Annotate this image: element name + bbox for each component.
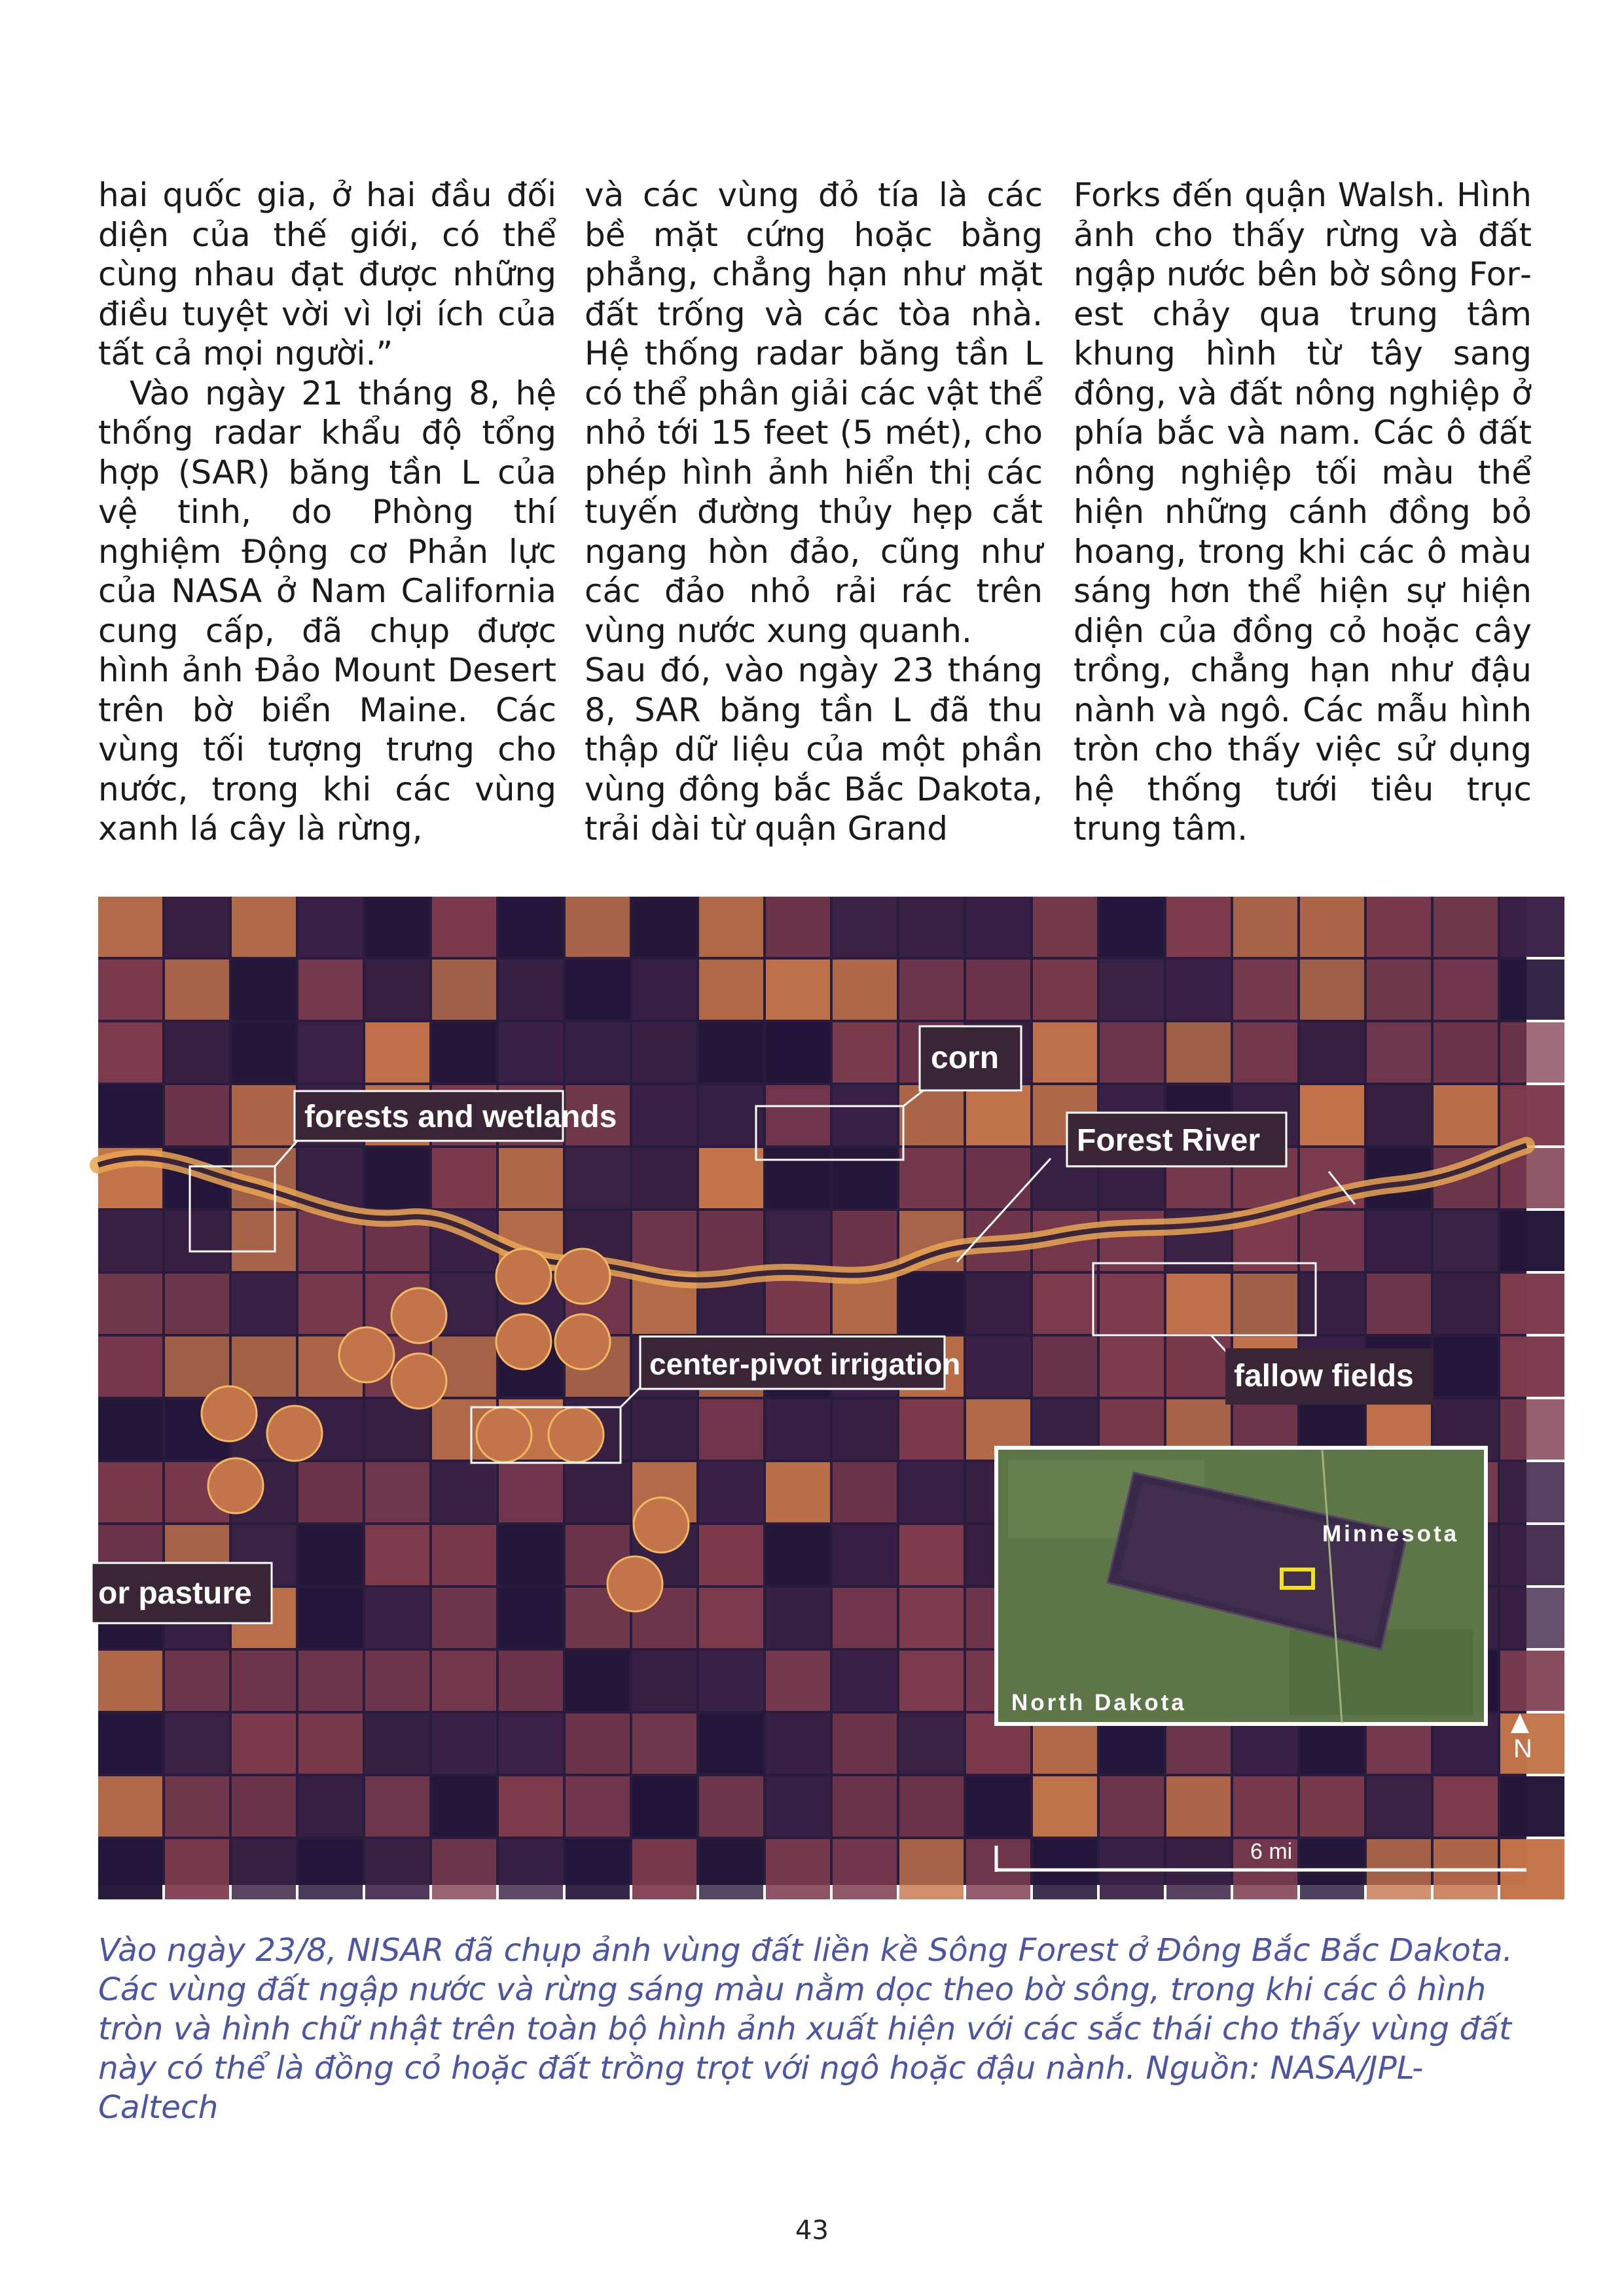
- field-parcel: [165, 1022, 229, 1083]
- field-parcel: [499, 1525, 563, 1585]
- field-parcel: [1500, 1713, 1564, 1774]
- field-parcel: [165, 1713, 229, 1774]
- field-parcel: [766, 1022, 830, 1083]
- field-parcel: [566, 1022, 630, 1083]
- label-center-pivot-irrigation: [640, 1336, 960, 1389]
- pivot-circle: [549, 1407, 604, 1462]
- field-parcel: [833, 1022, 897, 1083]
- field-parcel: [298, 1776, 363, 1837]
- field-parcel: [298, 1588, 363, 1648]
- field-parcel: [365, 1839, 429, 1899]
- field-parcel: [566, 1148, 630, 1208]
- field-parcel: [899, 1462, 964, 1522]
- field-parcel: [699, 1148, 763, 1208]
- field-parcel: [499, 960, 563, 1020]
- field-parcel: [899, 1148, 964, 1208]
- field-parcel: [833, 1525, 897, 1585]
- svg-text:N: N: [1513, 1734, 1532, 1763]
- field-parcel: [833, 897, 897, 957]
- field-parcel: [1233, 960, 1297, 1020]
- locator-inset-map: [996, 1448, 1486, 1724]
- field-parcel: [298, 1839, 363, 1899]
- field-parcel: [232, 1651, 296, 1711]
- field-parcel: [833, 1651, 897, 1711]
- field-parcel: [432, 1713, 496, 1774]
- field-parcel: [699, 1713, 763, 1774]
- field-parcel: [98, 1022, 162, 1083]
- field-parcel: [1367, 897, 1431, 957]
- field-parcel: [833, 1085, 897, 1145]
- field-parcel: [98, 1713, 162, 1774]
- field-parcel: [699, 1211, 763, 1271]
- figure-caption: Vào ngày 23/8, NISAR đã chụp ảnh vùng đất liền kề Sông Forest ở Đông Bắc Bắc Dakota. Các vùng đất ngập nước và rừng sáng màu nằm dọc theo bờ sông, trong khi các ô hình tròn và hình chữ nhật trên toàn bộ hình ảnh xuất hiện với các sắc thái cho thấy vùng đất này có thể là đồng cỏ hoặc đất trồng trọt với ngô hoặc đậu nành. Nguồn: NASA/JPL-Caltech: [98, 1932, 1513, 2126]
- scale-label: 6 mi: [1250, 1839, 1293, 1864]
- field-parcel: [232, 1336, 296, 1397]
- field-parcel: [1367, 1022, 1431, 1083]
- pivot-circle: [555, 1314, 610, 1369]
- field-parcel: [499, 1148, 563, 1208]
- field-parcel: [1500, 1211, 1564, 1271]
- field-parcel: [766, 1462, 830, 1522]
- field-parcel: [766, 1839, 830, 1899]
- field-parcel: [1367, 1085, 1431, 1145]
- field-parcel: [632, 1022, 696, 1083]
- field-parcel: [1100, 960, 1164, 1020]
- field-parcel: [499, 1588, 563, 1648]
- field-parcel: [766, 1713, 830, 1774]
- field-parcel: [1100, 1336, 1164, 1397]
- field-parcel: [165, 960, 229, 1020]
- pivot-circle: [391, 1354, 446, 1408]
- field-parcel: [365, 1713, 429, 1774]
- field-parcel: [232, 897, 296, 957]
- pivot-circle: [477, 1407, 532, 1462]
- field-parcel: [766, 1274, 830, 1334]
- field-parcel: [365, 1651, 429, 1711]
- field-parcel: [1166, 1022, 1231, 1083]
- field-parcel: [1100, 897, 1164, 957]
- field-parcel: [365, 1148, 429, 1208]
- field-parcel: [1500, 1776, 1564, 1837]
- field-parcel: [1100, 1776, 1164, 1837]
- field-parcel: [1233, 1274, 1297, 1334]
- field-parcel: [766, 897, 830, 957]
- field-parcel: [432, 1651, 496, 1711]
- field-parcel: [165, 1211, 229, 1271]
- field-parcel: [766, 1211, 830, 1271]
- pivot-circle: [634, 1498, 689, 1552]
- pivot-circle: [555, 1249, 610, 1304]
- field-parcel: [499, 897, 563, 957]
- field-parcel: [499, 1462, 563, 1522]
- field-parcel: [499, 1713, 563, 1774]
- field-parcel: [98, 1399, 162, 1460]
- field-parcel: [165, 1274, 229, 1334]
- pivot-circle: [339, 1327, 394, 1382]
- field-parcel: [899, 1274, 964, 1334]
- field-parcel: [1300, 960, 1364, 1020]
- field-parcel: [699, 1651, 763, 1711]
- field-parcel: [566, 1776, 630, 1837]
- field-parcel: [298, 897, 363, 957]
- field-parcel: [432, 897, 496, 957]
- field-parcel: [966, 1274, 1030, 1334]
- field-parcel: [298, 1274, 363, 1334]
- field-parcel: [1166, 1776, 1231, 1837]
- field-parcel: [499, 1776, 563, 1837]
- field-parcel: [232, 1776, 296, 1837]
- field-parcel: [1500, 1399, 1564, 1460]
- field-parcel: [966, 960, 1030, 1020]
- field-parcel: [432, 1525, 496, 1585]
- inset-label-north-dakota: North Dakota: [1011, 1690, 1187, 1715]
- label-forest-river: [1067, 1113, 1286, 1166]
- paragraph: Forks đến quận Walsh. Hình ảnh cho thấy rừng và đất ngập nước bên bờ sông Forest chảy qua trung tâm khung hình từ tây sang đông, và đất nông nghiệp ở phía bắc và nam. Các ô đất nông nghiệp tối màu thể hiện những cánh đồng bỏ hoang, trong khi các ô màu sáng hơn thể hiện sự hiện diện của đồng cỏ hoặc cây trồng, chẳng hạn như đậu nành và ngô. Các mẫu hình tròn cho thấy việc sử dụng hệ thống tưới tiêu trục trung tâm.: [1074, 176, 1532, 848]
- field-parcel: [566, 960, 630, 1020]
- field-parcel: [98, 1085, 162, 1145]
- field-parcel: [98, 1336, 162, 1397]
- field-parcel: [699, 1525, 763, 1585]
- field-parcel: [899, 1588, 964, 1648]
- field-parcel: [1500, 1085, 1564, 1145]
- field-parcel: [365, 1525, 429, 1585]
- field-parcel: [1033, 1022, 1097, 1083]
- field-parcel: [833, 1211, 897, 1271]
- field-parcel: [98, 1462, 162, 1522]
- field-parcel: [98, 960, 162, 1020]
- field-parcel: [833, 1148, 897, 1208]
- field-parcel: [1300, 1022, 1364, 1083]
- field-parcel: [1367, 1776, 1431, 1837]
- field-parcel: [1500, 897, 1564, 957]
- field-parcel: [833, 1588, 897, 1648]
- article-column-1: [98, 175, 556, 849]
- field-parcel: [766, 1588, 830, 1648]
- field-parcel: [499, 1651, 563, 1711]
- field-parcel: [833, 1399, 897, 1460]
- paragraph: hai quốc gia, ở hai đầu đối diện của thế giới, có thể cùng nhau đạt được những điều tuyệt vời vì lợi ích của tất cả mọi người.”: [98, 176, 556, 372]
- field-parcel: [232, 960, 296, 1020]
- field-parcel: [899, 1525, 964, 1585]
- sar-satellite-image: [98, 897, 1532, 1885]
- field-parcel: [365, 1022, 429, 1083]
- field-parcel: [98, 1776, 162, 1837]
- inset-label-minnesota: Minnesota: [1322, 1521, 1460, 1547]
- field-parcel: [1233, 1022, 1297, 1083]
- field-parcel: [432, 1776, 496, 1837]
- field-parcel: [699, 1462, 763, 1522]
- svg-text:Forest River: Forest River: [1077, 1123, 1261, 1158]
- field-parcel: [232, 1274, 296, 1334]
- field-parcel: [1434, 960, 1498, 1020]
- field-parcel: [899, 960, 964, 1020]
- field-parcel: [1434, 1085, 1498, 1145]
- field-parcel: [632, 1211, 696, 1271]
- field-parcel: [232, 1839, 296, 1899]
- field-parcel: [1166, 1274, 1231, 1334]
- field-parcel: [632, 1399, 696, 1460]
- field-parcel: [899, 1776, 964, 1837]
- field-parcel: [1233, 897, 1297, 957]
- field-parcel: [1434, 1211, 1498, 1271]
- field-parcel: [1100, 1274, 1164, 1334]
- field-parcel: [1500, 1336, 1564, 1397]
- field-parcel: [833, 960, 897, 1020]
- field-parcel: [632, 1839, 696, 1899]
- svg-text:corn: corn: [931, 1041, 1000, 1075]
- field-parcel: [1033, 1336, 1097, 1397]
- field-parcel: [1434, 1776, 1498, 1837]
- field-parcel: [966, 897, 1030, 957]
- field-parcel: [232, 1085, 296, 1145]
- field-parcel: [1300, 1274, 1364, 1334]
- field-parcel: [899, 1085, 964, 1145]
- field-parcel: [966, 1085, 1030, 1145]
- field-parcel: [1367, 1211, 1431, 1271]
- field-parcel: [966, 1148, 1030, 1208]
- field-parcel: [432, 1148, 496, 1208]
- field-parcel: [298, 1525, 363, 1585]
- field-parcel: [766, 1651, 830, 1711]
- field-parcel: [365, 897, 429, 957]
- field-parcel: [766, 1148, 830, 1208]
- field-parcel: [1300, 1211, 1364, 1271]
- field-parcel: [1166, 897, 1231, 957]
- field-parcel: [699, 1839, 763, 1899]
- field-parcel: [766, 960, 830, 1020]
- field-parcel: [165, 1839, 229, 1899]
- field-parcel: [566, 1713, 630, 1774]
- field-parcel: [833, 1839, 897, 1899]
- field-parcel: [632, 1713, 696, 1774]
- field-parcel: [632, 1148, 696, 1208]
- pivot-circle: [496, 1249, 551, 1304]
- field-parcel: [833, 1713, 897, 1774]
- field-parcel: [1500, 1462, 1564, 1522]
- field-parcel: [298, 1713, 363, 1774]
- field-parcel: [966, 1776, 1030, 1837]
- field-parcel: [1033, 1776, 1097, 1837]
- label-corn: [920, 1026, 1021, 1090]
- field-parcel: [566, 1651, 630, 1711]
- field-parcel: [298, 960, 363, 1020]
- field-parcel: [1500, 1588, 1564, 1648]
- field-parcel: [165, 1776, 229, 1837]
- field-parcel: [566, 1462, 630, 1522]
- article-column-3: [1074, 175, 1532, 849]
- field-parcel: [365, 960, 429, 1020]
- field-parcel: [699, 1085, 763, 1145]
- field-parcel: [98, 1651, 162, 1711]
- pivot-circle: [267, 1406, 322, 1461]
- field-parcel: [1033, 960, 1097, 1020]
- field-parcel: [833, 1776, 897, 1837]
- field-parcel: [899, 1399, 964, 1460]
- field-parcel: [499, 1022, 563, 1083]
- field-parcel: [432, 1588, 496, 1648]
- field-parcel: [632, 1776, 696, 1837]
- field-parcel: [1434, 1336, 1498, 1397]
- article-column-2: [585, 175, 1043, 849]
- field-parcel: [432, 1462, 496, 1522]
- field-parcel: [1434, 1274, 1498, 1334]
- field-parcel: [1500, 1651, 1564, 1711]
- field-parcel: [899, 1839, 964, 1899]
- field-parcel: [899, 1713, 964, 1774]
- field-parcel: [766, 1776, 830, 1837]
- pivot-circle: [202, 1386, 257, 1441]
- field-parcel: [365, 1588, 429, 1648]
- field-parcel: [1300, 897, 1364, 957]
- field-parcel: [98, 1274, 162, 1334]
- field-parcel: [1500, 1022, 1564, 1083]
- field-parcel: [365, 1776, 429, 1837]
- field-parcel: [298, 1651, 363, 1711]
- field-parcel: [499, 1839, 563, 1899]
- svg-text:or pasture: or pasture: [98, 1576, 252, 1611]
- pivot-circle: [208, 1458, 263, 1513]
- field-parcel: [365, 1462, 429, 1522]
- field-parcel: [1434, 1022, 1498, 1083]
- field-parcel: [766, 1525, 830, 1585]
- pivot-circle: [496, 1314, 551, 1369]
- field-parcel: [165, 1085, 229, 1145]
- field-parcel: [699, 960, 763, 1020]
- field-parcel: [766, 1085, 830, 1145]
- field-parcel: [699, 897, 763, 957]
- field-parcel: [232, 1211, 296, 1271]
- field-parcel: [432, 960, 496, 1020]
- field-parcel: [566, 897, 630, 957]
- pivot-circle: [607, 1556, 662, 1611]
- field-parcel: [98, 1211, 162, 1271]
- field-parcel: [833, 1462, 897, 1522]
- paragraph: Sau đó, vào ngày 23 tháng 8, SAR băng tần L đã thu thập dữ liệu của một phần vùng đông bắc Bắc Dakota, trải dài từ quận Grand: [585, 651, 1043, 848]
- field-parcel: [632, 897, 696, 957]
- field-parcel: [1100, 1022, 1164, 1083]
- field-parcel: [1300, 1085, 1364, 1145]
- field-parcel: [1434, 897, 1498, 957]
- field-parcel: [298, 1022, 363, 1083]
- field-parcel: [632, 960, 696, 1020]
- field-parcel: [1033, 1274, 1097, 1334]
- field-parcel: [1033, 897, 1097, 957]
- label-pasture: [92, 1563, 272, 1623]
- field-parcel: [1500, 1525, 1564, 1585]
- pivot-circle: [391, 1288, 446, 1343]
- field-parcel: [699, 1022, 763, 1083]
- field-parcel: [1500, 960, 1564, 1020]
- field-parcel: [632, 1085, 696, 1145]
- field-parcel: [432, 1839, 496, 1899]
- field-parcel: [899, 897, 964, 957]
- svg-text:forests and wetlands: forests and wetlands: [304, 1100, 617, 1134]
- field-parcel: [1233, 1776, 1297, 1837]
- paragraph: và các vùng đỏ tía là các bề mặt cứng hoặc bằng phẳng, chẳng hạn như mặt đất trống và các tòa nhà. Hệ thống radar băng tần L có thể phân giải các vật thể nhỏ tới 15 feet (5 mét), cho phép hình ảnh hiển thị các tuyến đường thủy hẹp cắt ngang hòn đảo, cũng như các đảo nhỏ rải rác trên vùng nước xung quanh.: [585, 176, 1043, 650]
- field-parcel: [966, 1336, 1030, 1397]
- field-parcel: [1367, 1274, 1431, 1334]
- page-number: 43: [795, 2215, 829, 2246]
- field-parcel: [1500, 1274, 1564, 1334]
- field-parcel: [232, 1713, 296, 1774]
- field-parcel: [98, 1839, 162, 1899]
- label-fallow-fields: [1225, 1348, 1434, 1405]
- field-parcel: [899, 1651, 964, 1711]
- field-parcel: [632, 1651, 696, 1711]
- field-parcel: [298, 1462, 363, 1522]
- field-parcel: [699, 1776, 763, 1837]
- field-parcel: [98, 897, 162, 957]
- field-parcel: [566, 1839, 630, 1899]
- field-parcel: [432, 1022, 496, 1083]
- svg-text:center-pivot irrigation: center-pivot irrigation: [649, 1347, 961, 1381]
- field-parcel: [1166, 960, 1231, 1020]
- field-parcel: [1300, 1776, 1364, 1837]
- svg-text:fallow fields: fallow fields: [1234, 1359, 1414, 1393]
- field-parcel: [699, 1399, 763, 1460]
- field-parcel: [232, 1022, 296, 1083]
- paragraph: Vào ngày 21 tháng 8, hệ thống radar khẩu độ tổng hợp (SAR) băng tần L của vệ tinh, do Phòng thí nghiệm Động cơ Phản lực của NASA ở Nam California cung cấp, đã chụp được hình ảnh Đảo Mount Desert trên bờ biển Maine. Các vùng tối tượng trưng cho nước, trong khi các vùng xanh lá cây là rừng,: [98, 374, 556, 848]
- field-parcel: [1367, 960, 1431, 1020]
- field-parcel: [165, 897, 229, 957]
- field-parcel: [165, 1651, 229, 1711]
- field-parcel: [766, 1399, 830, 1460]
- field-parcel: [699, 1588, 763, 1648]
